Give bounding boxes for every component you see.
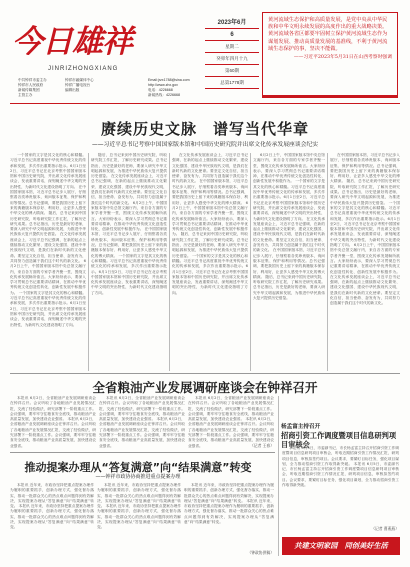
contact-website: http://www.zhx.gov (148, 83, 178, 87)
lead-paragraph: 6月2日上午，中国国家版本馆中央总馆文瀚厅内，来自各方面的专家学者齐聚一堂，围绕文化传承发展畅所欲言。大家纷纷表示，要深入学习贯彻总书记重要讲话精神，在推动中华优秀传统文化创造性转化、创新性发展中积极作为。 (253, 153, 325, 184)
lead-paragraph: 一个国家的文字是其文化的核心和精髓。习近平总书记高度重视中华优秀传统文化的传承和发展，多次作出重要指示批示。6月1日至2日，习近平总书记在北京考察中国国家版本馆和中国历史研究院，并出席文化传承发展座谈会，发表重要讲话，深刻阐述中华文明的突出特性，为新时代文化建设指明了方向。 (10, 153, 86, 189)
column-divider (327, 153, 328, 371)
publisher-line: 钟祥市融媒体中心 (65, 78, 94, 82)
proposal-credit: （钟政协供稿） (247, 550, 274, 555)
publisher-column-2 (65, 78, 109, 93)
side-story-paragraph: 本报讯 6月5日，市委副书记、市长杨孟富主持召开招商引资工作调度暨项目信息研判项目审核会，听取近期招商引资工作情况汇报，研判项目信息，审核拟签约项目。会议要求，要紧盯目标任务，强化项目谋划，全力推动招商引资工作取得新突破。 (282, 446, 399, 466)
proposal-headline: 推动提案办理从“答复满意”向“结果满意”转变 (24, 461, 252, 474)
lead-paragraph: 6月2日上午，中国国家版本馆中央总馆文瀚厅内，来自各方面的专家学者齐聚一堂，围绕文化传承发展畅所欲言。大家纷纷表示，要深入学习贯彻总书记重要讲话精神，在推动中华优秀传统文化创造性转化、创新性发展中积极作为。 (172, 200, 248, 237)
section-divider (10, 452, 275, 453)
lead-paragraph: 在中国国家版本馆，习近平总书记步入展厅，仔细察看各类珍贵版本，询问版本征集、保护和利用等情况。总书记强调，要把我国历史上留下来的典籍版本保存好、利用好，让更多人感受中华文化的博大精深。 (330, 153, 400, 184)
proposal-paragraph: 本报讯 近年来，市政协坚持把重点提案办理作为履职的重要抓手，创新办理方式，强化督办落实，推动一批群众关心的热点难点问题得到有效解决，实现提案办理从“答复满意”向“结果满意”转变。 (184, 498, 275, 525)
lead-column-5 (330, 153, 400, 371)
lead-paragraph: 随后，总书记来到中国历史研究院，听取研究院工作汇报，了解历史研究成果。总书记指出，历史是最好的老师，要深入研究中华文明起源和发展，为推进中华民族伟大复兴提供历史借鉴。 (253, 274, 325, 301)
lead-paragraph: 6月2日上午，中国国家版本馆中央总馆文瀚厅内，来自各方面的专家学者齐聚一堂，围绕文化传承发展畅所欲言。大家纷纷表示，要深入学习贯彻总书记重要讲话精神，在推动中华优秀传统文化创造性转化、创新性发展中积极作为。 (91, 200, 167, 232)
lead-paragraph: 在文化传承发展座谈会上，习近平总书记强调，在新的起点上继续推动文化繁荣、建设文化强国、建设中华民族现代文明，是我们在新时代新的文化使命。要坚定文化自信，担当使命、奋发有为，共同努力创造属于我们这个时代的新文化。 (330, 274, 400, 306)
quote-box-bar (262, 96, 398, 98)
proposal-paragraph: 本报讯 近年来，市政协坚持把重点提案办理作为履职的重要抓手，创新办理方式，强化督办落实，推动一批群众关心的热点难点问题得到有效解决，实现提案办理从“答复满意”向“结果满意”转变。 (10, 483, 94, 509)
side-story-headline: 招商引资工作调度暨项目信息研判项目审核会 (281, 431, 397, 449)
lead-paragraph: 一个国家的文字是其文化的核心和精髓。习近平总书记高度重视中华优秀传统文化的传承和发展，多次作出重要指示批示。6月1日至2日，习近平总书记在北京考察中国国家版本馆和中国历史研究院，并出席文化传承发展座谈会，发表重要讲话，深刻阐述中华文明的突出特性，为新时代文化建设指明了方向。 (330, 200, 400, 248)
publisher-line: 钟祥广播电视台 (65, 83, 91, 87)
lead-subheadline: ——习近平总书记考察中国国家版本馆和中国历史研究院并出席文化传承发展座谈会纪实 (91, 142, 319, 148)
side-story-kicker: 杨孟富主持召开 (281, 424, 321, 430)
grain-oil-column-1 (10, 396, 96, 448)
lead-paragraph: 一个国家的文字是其文化的核心和精髓。习近平总书记高度重视中华优秀传统文化的传承和发展，多次作出重要指示批示。6月1日至2日，习近平总书记在北京考察中国国家版本馆和中国历史研究院，并出席文化传承发展座谈会，发表重要讲话，深刻阐述中华文明的突出特性，为新时代文化建设指明了方向。 (253, 179, 325, 221)
lead-column-2 (91, 153, 167, 371)
publisher-line: 钟祥市人民政府 (18, 83, 44, 87)
publisher-column-1 (18, 78, 62, 98)
proposal-column-2 (97, 483, 181, 555)
grain-oil-headline: 全省粮油产业发展调研座谈会在钟祥召开 (92, 380, 318, 395)
issue-weekday: 星期二 (205, 41, 259, 53)
contact-email: Email:jrzx1788@sina.com (148, 78, 190, 82)
grain-oil-credit: （记者 王春） (250, 443, 274, 448)
lead-paragraph: 在文化传承发展座谈会上，习近平总书记强调，在新的起点上继续推动文化繁荣、建设文化强国、建设中华民族现代文明，是我们在新时代新的文化使命。要坚定文化自信，担当使命、奋发有为，共同努力创造属于我们这个时代的新文化。 (172, 153, 248, 184)
masthead-divider (10, 103, 400, 104)
lead-paragraph: 在文化传承发展座谈会上，习近平总书记强调，在新的起点上继续推动文化繁荣、建设文化强国、建设中华民族现代文明，是我们在新时代新的文化使命。要坚定文化自信，担当使命、奋发有为，共同努力创造属于我们这个时代的新文化。 (253, 216, 326, 253)
side-story-paragraph: 本报讯 6月5日，市委副书记、市长杨孟富主持召开招商引资工作调度暨项目信息研判项目审核会，听取近期招商引资工作情况汇报，研判项目信息，审核拟签约项目。会议要求，要紧盯目标任务，强化项目谋划，全力推动招商引资工作取得新突破。 (282, 461, 399, 488)
lead-paragraph: 在文化传承发展座谈会上，习近平总书记强调，在新的起点上继续推动文化繁荣、建设文化强国、建设中华民族现代文明，是我们在新时代新的文化使命。要坚定文化自信，担当使命、奋发有为，共同努力创造属于我们这个时代的新文化。 (91, 174, 167, 205)
lead-paragraph: 在中国国家版本馆，习近平总书记步入展厅，仔细察看各类珍贵版本，询问版本征集、保护和利用等情况。总书记强调，要把我国历史上留下来的典籍版本保存好、利用好，让更多人感受中华文化的博大精深。 (10, 184, 87, 216)
proposal-paragraph: 本报讯 近年来，市政协坚持把重点提案办理作为履职的重要抓手，创新办理方式，强化督办落实，推动一批群众关心的热点难点问题得到有效解决，实现提案办理从“答复满意”向“结果满意”转变。 (184, 483, 274, 503)
column-divider (169, 153, 170, 371)
lead-paragraph: 在中国国家版本馆，习近平总书记步入展厅，仔细察看各类珍贵版本，询问版本征集、保护和利用等情况。总书记强调，要把我国历史上留下来的典籍版本保存好、利用好，让更多人感受中华文化的博大精深。 (172, 179, 248, 205)
proposal-column-3 (184, 483, 274, 549)
lead-paragraph: 在中国国家版本馆，习近平总书记步入展厅，仔细察看各类珍贵版本，询问版本征集、保护和利用等情况。总书记强调，要把我国历史上留下来的典籍版本保存好、利用好，让更多人感受中华文化的博大精深。 (253, 248, 325, 279)
contact-info (148, 78, 203, 98)
lead-column-3 (172, 153, 248, 371)
proposal-subheadline: ——钟祥市政协协商推进重点提案办理 (95, 474, 181, 480)
lead-paragraph: 6月2日上午，中国国家版本馆中央总馆文瀚厅内，来自各方面的专家学者齐聚一堂，围绕文化传承发展畅所欲言。大家纷纷表示，要深入学习贯彻总书记重要讲话精神，在推动中华优秀传统文化创造性转化、创新性发展中积极作为。 (330, 243, 400, 274)
lead-paragraph: 一个国家的文字是其文化的核心和精髓。习近平总书记高度重视中华优秀传统文化的传承和发展，多次作出重要指示批示。6月1日至2日，习近平总书记在北京考察中国国家版本馆和中国历史研究院，并出席文化传承发展座谈会，发表重要讲话，深刻阐述中华文明的突出特性，为新时代文化建设指明了方向。 (10, 290, 86, 327)
issue-total-number: 总第1778期 (205, 77, 259, 89)
grain-oil-paragraph: 本报讯 6月2日，全省粮油产业发展调研座谈会在钟祥召开。会议听取了各地粮油产业发展情况汇报，交流了经验做法，研究部署下一阶段重点工作。会议强调，要牢牢守住粮食安全底线，推动粮油产业高质量发展，加快建设农业强省。 (10, 417, 96, 448)
grain-oil-paragraph: 本报讯 6月2日，全省粮油产业发展调研座谈会在钟祥召开。会议听取了各地粮油产业发展情况汇报，交流了经验做法，研究部署下一阶段重点工作。会议强调，要牢牢守住粮食安全底线，推动粮油产业高质量发展，加快建设农业强省。 (99, 396, 185, 422)
grain-oil-paragraph: 本报讯 6月2日，全省粮油产业发展调研座谈会在钟祥召开。会议听取了各地粮油产业发展情况汇报，交流了经验做法，研究部署下一阶段重点工作。会议强调，要牢牢守住粮食安全底线，推动粮油产业高质量发展，加快建设农业强省。 (99, 417, 185, 448)
publisher-line: 主管主办 (18, 93, 33, 97)
proposal-column-1 (10, 483, 94, 555)
lead-paragraph: 在中国国家版本馆，习近平总书记步入展厅，仔细察看各类珍贵版本，询问版本征集、保护和利用等情况。总书记强调，要把我国历史上留下来的典籍版本保存好、利用好，让更多人感受中华文化的博大精深。 (91, 227, 167, 258)
logo-pinyin: JINRIZHONGXIANG (48, 66, 119, 72)
issue-day: 6 (205, 29, 259, 41)
contact-hotline: 新闻热线：4226668 (148, 93, 180, 97)
column-divider (250, 153, 251, 371)
lead-paragraph: 一个国家的文字是其文化的核心和精髓。习近平总书记高度重视中华优秀传统文化的传承和发展，多次作出重要指示批示。6月1日至2日，习近平总书记在北京考察中国国家版本馆和中国历史研究院，并出席文化传承发展座谈会，发表重要讲话，深刻阐述中华文明的突出特性，为新时代文化建设指明了方向。 (91, 253, 167, 295)
side-story-text (282, 446, 399, 524)
publisher-line: 新闻传媒集团 (18, 88, 40, 92)
issue-number: 第60期 (205, 65, 259, 77)
proposal-paragraph: 本报讯 近年来，市政协坚持把重点提案办理作为履职的重要抓手，创新办理方式，强化督办落实，推动一批群众关心的热点难点问题得到有效解决，实现提案办理从“答复满意”向“结果满意”转变。 (97, 504, 181, 530)
section-divider (10, 373, 400, 374)
grain-oil-paragraph: 本报讯 6月2日，全省粮油产业发展调研座谈会在钟祥召开。会议听取了各地粮油产业发展情况汇报，交流了经验做法，研究部署下一阶段重点工作。会议强调，要牢牢守住粮食安全底线，推动粮油产业高质量发展，加快建设农业强省。 (188, 396, 274, 422)
publisher-info (18, 78, 158, 98)
lead-column-1 (10, 153, 86, 371)
column-divider (278, 396, 279, 556)
side-story-credit: （记者 曹燕燕） (371, 526, 399, 531)
quote-source: ——习近平2023年5月31日在山西考察时强调 (293, 55, 392, 61)
grain-oil-paragraph: 本报讯 6月2日，全省粮油产业发展调研座谈会在钟祥召开。会议听取了各地粮油产业发展情况汇报，交流了经验做法，研究部署下一阶段重点工作。会议强调，要牢牢守住粮食安全底线，推动粮油产业高质量发展，加快建设农业强省。 (188, 417, 274, 448)
contact-phone: 电话：4226668 (148, 88, 173, 92)
publisher-line: 中共钟祥市委主办 (18, 78, 47, 82)
lead-paragraph: 在文化传承发展座谈会上，习近平总书记强调，在新的起点上继续推动文化繁荣、建设文化强国、建设中华民族现代文明，是我们在新时代新的文化使命。要坚定文化自信，担当使命、奋发有为，共同努力创造属于我们这个时代的新文化。 (10, 232, 87, 263)
lead-paragraph: 一个国家的文字是其文化的核心和精髓。习近平总书记高度重视中华优秀传统文化的传承和发展，多次作出重要指示批示。6月1日至2日，习近平总书记在北京考察中国国家版本馆和中国历史研究院，并出席文化传承发展座谈会，发表重要讲话，深刻阐述中华文明的突出特性，为新时代文化建设指明了方向。 (172, 253, 248, 295)
proposal-paragraph: 本报讯 近年来，市政协坚持把重点提案办理作为履职的重要抓手，创新办理方式，强化督办落实，推动一批群众关心的热点难点问题得到有效解决，实现提案办理从“答复满意”向“结果满意”转变。 (97, 483, 181, 509)
issue-lunar-date: 癸卯年四月十九 (205, 53, 259, 65)
lead-column-4 (253, 153, 325, 371)
quote-text: 黄河流域生态保护和高质量发展，是党中央从中华民族和中华文明永续发展的高度作出的重大战略决策。黄河流域各省区都要牢固树立保护黄河流域生态作为谋划发展、推动高质量发展的基准线，不利于黄河流域生态保护的事，坚决不能做。 (268, 17, 388, 52)
grain-oil-paragraph: 本报讯 6月2日，全省粮油产业发展调研座谈会在钟祥召开。会议听取了各地粮油产业发展情况汇报，交流了经验做法，研究部署下一阶段重点工作。会议强调，要牢牢守住粮食安全底线，推动粮油产业高质量发展，加快建设农业强省。 (10, 396, 96, 422)
lead-paragraph: 6月2日上午，中国国家版本馆中央总馆文瀚厅内，来自各方面的专家学者齐聚一堂，围绕文化传承发展畅所欲言。大家纷纷表示，要深入学习贯彻总书记重要讲话精神，在推动中华优秀传统文化创造性转化、创新性发展中积极作为。 (10, 258, 86, 295)
proposal-paragraph: 本报讯 近年来，市政协坚持把重点提案办理作为履职的重要抓手，创新办理方式，强化督办落实，推动一批群众关心的热点难点问题得到有效解决，实现提案办理从“答复满意”向“结果满意”转变。 (10, 504, 94, 530)
leader-quote-box (262, 12, 398, 96)
lead-paragraph: 随后，总书记来到中国历史研究院，听取研究院工作汇报，了解历史研究成果。总书记指出，历史是最好的老师，要深入研究中华文明起源和发展，为推进中华民族伟大复兴提供历史借鉴。 (91, 153, 167, 179)
lead-paragraph: 随后，总书记来到中国历史研究院，听取研究院工作汇报，了解历史研究成果。总书记指出，历史是最好的老师，要深入研究中华文明起源和发展，为推进中华民族伟大复兴提供历史借鉴。 (172, 232, 248, 258)
lead-headline: 赓续历史文脉 谱写当代华章 (100, 120, 309, 138)
grain-oil-column-2 (99, 396, 185, 448)
column-divider (88, 153, 89, 371)
footer-slogan-banner: 共建文明家园 同创美好生活 (282, 537, 400, 555)
lead-paragraph: 随后，总书记来到中国历史研究院，听取研究院工作汇报，了解历史研究成果。总书记指出，历史是最好的老师，要深入研究中华文明起源和发展，为推进中华民族伟大复兴提供历史借鉴。 (330, 179, 400, 205)
issue-date: 2023年6月 (205, 14, 259, 29)
issue-date-box (205, 14, 259, 102)
newspaper-logo: 今日雄祥 (12, 24, 132, 60)
publisher-line: 编辑出版 (65, 88, 80, 92)
lead-paragraph: 随后，总书记来到中国历史研究院，听取研究院工作汇报，了解历史研究成果。总书记指出，历史是最好的老师，要深入研究中华文明起源和发展，为推进中华民族伟大复兴提供历史借鉴。 (10, 211, 86, 237)
